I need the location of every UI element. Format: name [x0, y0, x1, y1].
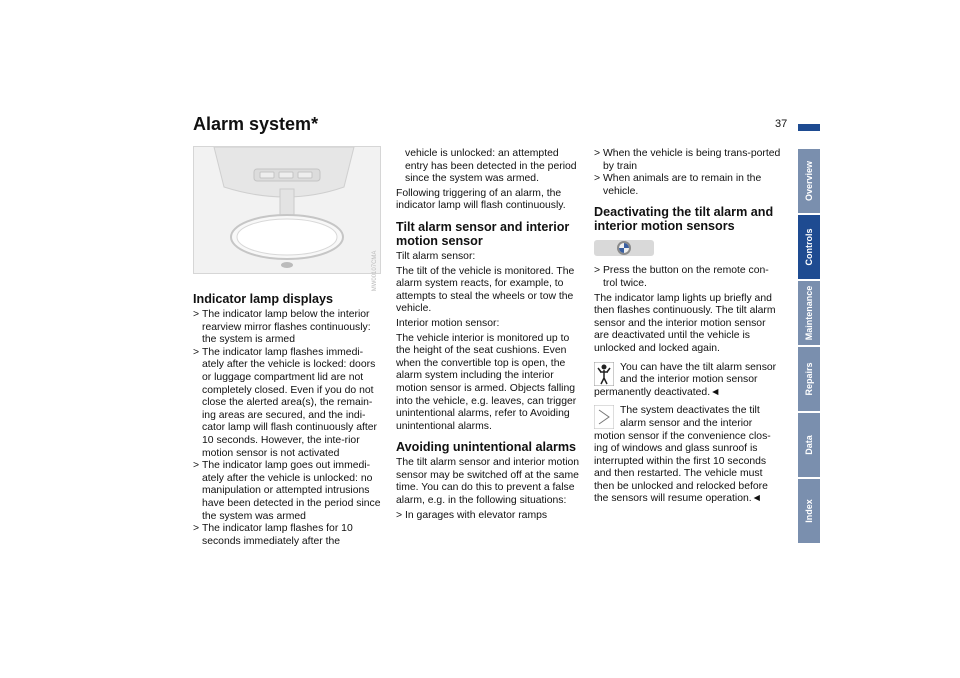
paragraph: The tilt of the vehicle is monitored. The alarm system reacts, for example, to attempts to steal the wheels or tow the vehicle. [396, 265, 575, 315]
page-title: Alarm system* [193, 114, 319, 134]
steps-list [594, 265, 782, 290]
tilt-sensor-heading: Tilt alarm sensor and interior motion sensor [396, 219, 570, 248]
indicator-list [193, 309, 381, 548]
page-marker [798, 124, 820, 131]
list-item: > Press the button on the remote con-trol twice. [594, 265, 782, 290]
list-item: > In garages with elevator ramps [396, 510, 584, 523]
paragraph: Following triggering of an alarm, the indicator lamp will flash continuously. [396, 187, 566, 212]
situations-list-cont [594, 148, 782, 198]
column-2 [396, 148, 584, 524]
avoid-alarms-heading: Avoiding unintentional alarms [396, 440, 577, 455]
list-item: > The indicator lamp below the interior rearview mirror flashes continuously: the system is armed [193, 309, 381, 347]
paragraph: The tilt alarm sensor and interior motion sensor may be switched off at the same time. You can do this to prevent a false alarm, e.g. in the following situations: [396, 457, 580, 507]
service-note [594, 362, 782, 400]
list-item: > The indicator lamp flashes immedi-ately after the vehicle is locked: doors or luggage compartment lid are not completely closed. Even if you do not close the alerted area(s), the remain-ing areas are secured, and the indi-cator lamp will flash continuously after 10 seconds. However, the inte-rior motion sensor is not activated [193, 347, 381, 460]
list-item: > The indicator lamp goes out immedi-ately after the vehicle is unlocked: no manipulation or attempted intrusions have been detected in the period since the system was armed [193, 460, 381, 523]
column-1 [193, 146, 381, 550]
list-item: > When animals are to remain in the vehicle. [594, 173, 782, 198]
remote-control-icon [594, 239, 654, 257]
list-item: > When the vehicle is being trans-ported by train [594, 148, 782, 173]
page-number: 37 [775, 118, 788, 130]
note-text: The system deactivates the tilt alarm sensor and the interior motion sensor if the convenience clos-ing of windows and glass sunroof is interrupted within the first 10 seconds and then restarted. The vehicle must then be unlocked and relocked before the sensors will resume operation.◄ [594, 405, 771, 505]
tab-data[interactable]: Data [798, 413, 820, 477]
list-item: > The indicator lamp flashes for 10 seconds immediately after the [193, 523, 381, 548]
paragraph: The vehicle interior is monitored up to the height of the seat cushions. Even when the convertible top is open, the alarm system including the interior motion sensor is armed. Objects falling into the vehicle, e.g. leaves, can trigger unintentional alarms, refer to Avoiding unintentional alarms. [396, 332, 577, 432]
tab-maintenance[interactable]: Maintenance [798, 281, 820, 345]
note-arrow-icon [594, 405, 614, 429]
info-note [594, 405, 782, 506]
tab-index[interactable]: Index [798, 479, 820, 543]
rearview-mirror-photo [193, 146, 381, 292]
section-tabs [798, 149, 820, 545]
mirror-illustration [194, 147, 380, 273]
tilt-label: Tilt alarm sensor: [396, 250, 476, 262]
deactivate-heading: Deactivating the tilt alarm and interior motion sensors [594, 205, 774, 234]
photo-code: MW00107CMA [372, 251, 379, 292]
column-3 [594, 148, 782, 512]
motion-label: Interior motion sensor: [396, 317, 500, 329]
mechanic-icon [594, 362, 614, 386]
situations-list [396, 510, 584, 523]
indicator-lamp-heading: Indicator lamp displays [193, 292, 333, 306]
tab-overview[interactable]: Overview [798, 149, 820, 213]
tab-controls[interactable]: Controls [798, 215, 820, 279]
note-text: You can have the tilt alarm sensor and the interior motion sensor permanently deactivated.◄ [594, 361, 777, 398]
continued-text: vehicle is unlocked: an attempted entry has been detected in the period since the system was armed. [405, 148, 577, 185]
paragraph: The indicator lamp lights up briefly and then flashes continuously. The tilt alarm sensor and the interior motion sensor are deactivated until the vehicle is unlocked and locked again. [594, 292, 776, 354]
tab-repairs[interactable]: Repairs [798, 347, 820, 411]
